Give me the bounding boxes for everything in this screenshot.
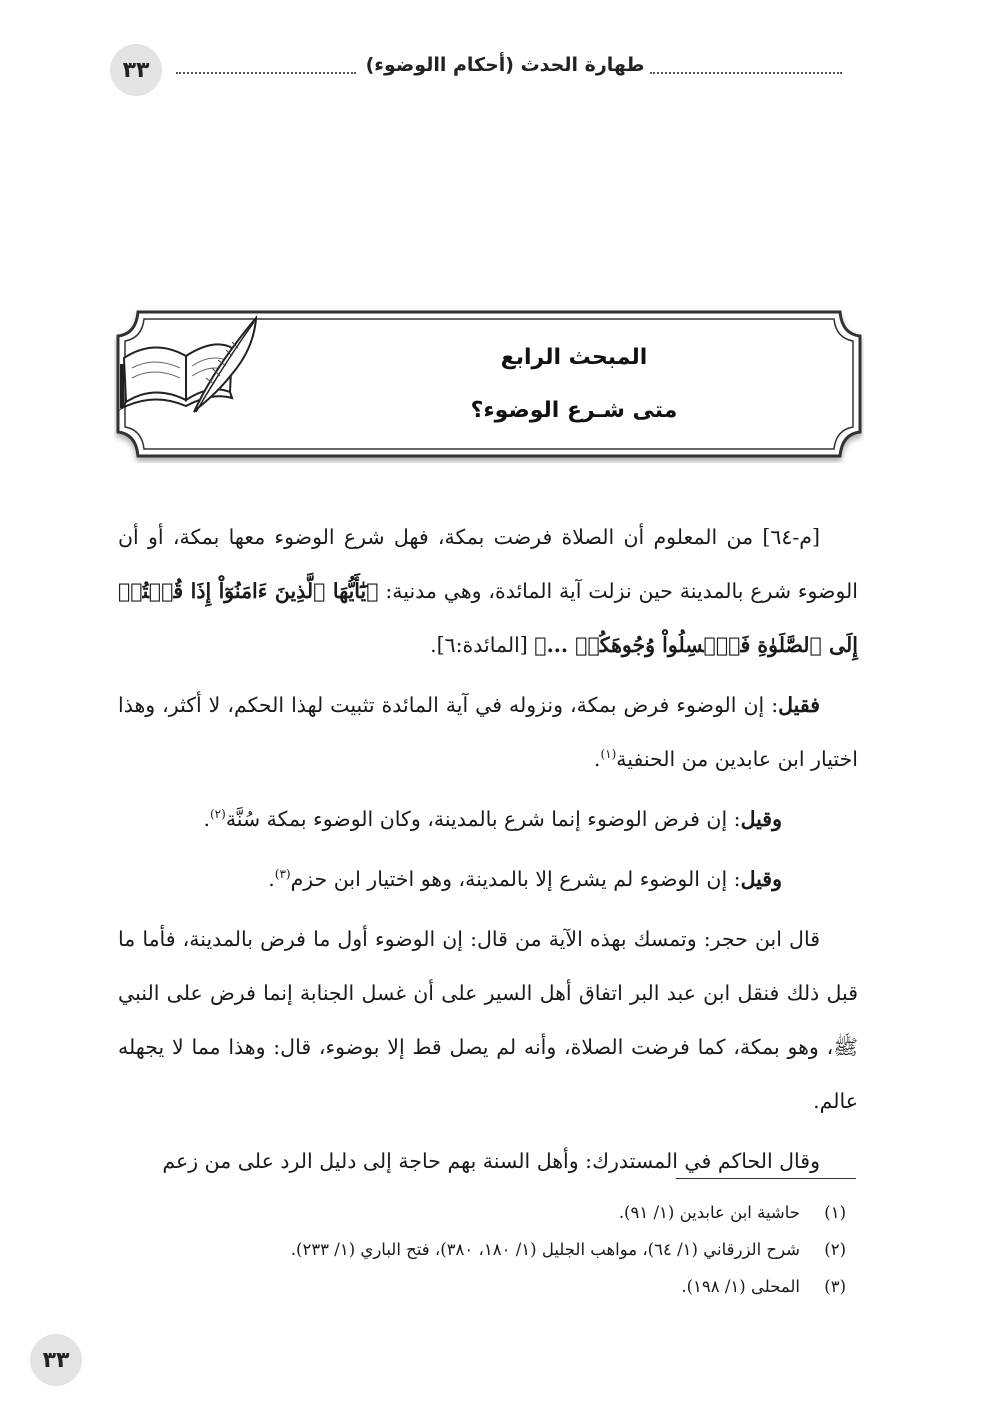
quran-verse: ﴿يَٰٓأَيُّهَا ٱلَّذِينَ ءَامَنُوٓاْ إِذَا قُمۡتُمۡ إِلَى ٱلصَّلَوٰةِ فَٱغۡسِلُواْ وُجُوهَكُمۡ ...﴾ xyxy=(118,579,858,657)
footnote-item xyxy=(118,1231,858,1268)
header-dotted-leader-right xyxy=(650,72,842,74)
header-page-number: ٣٣ xyxy=(110,44,162,96)
book-and-quill-icon xyxy=(114,308,264,418)
paragraph-marker: [م-٦٤] xyxy=(762,525,820,549)
paragraph-text: من المعلوم أن الصلاة فرضت بمكة، فهل شرع الوضوء معها بمكة، أو أن الوضوء شرع بالمدينة حين نزلت آية المائدة، وهي مدنية: xyxy=(118,525,858,603)
paragraph-text: : إن الوضوء لم يشرع إلا بالمدينة، وهو اختيار ابن حزم xyxy=(290,867,741,891)
footnote-number: (٣) xyxy=(824,1277,846,1296)
footnote-item xyxy=(118,1194,858,1231)
footer-page-number: ٣٣ xyxy=(30,1334,82,1386)
paragraph-second-opinion xyxy=(118,792,858,846)
paragraph-text: : إن فرض الوضوء إنما شرع بالمدينة، وكان الوضوء بمكة سُنَّة xyxy=(225,807,741,831)
paragraph-end: . xyxy=(593,747,601,771)
paragraph-third-opinion xyxy=(118,852,858,906)
chapter-title-frame xyxy=(114,308,864,463)
footnote-ref[interactable]: (١) xyxy=(600,747,617,762)
opinion-label: فقيل xyxy=(778,693,820,717)
footnotes xyxy=(118,1194,858,1305)
paragraph-intro xyxy=(118,510,858,672)
footnote-ref[interactable]: (٢) xyxy=(209,807,226,822)
main-body-text xyxy=(118,510,858,1194)
footnote-number: (١) xyxy=(824,1203,846,1222)
verse-reference: [المائدة:٦]. xyxy=(430,633,535,657)
chapter-subheading: متى شـرع الوضوء؟ xyxy=(470,398,678,423)
paragraph-end: . xyxy=(268,867,275,891)
paragraph-ibn-hajar-quote: قال ابن حجر: وتمسك بهذه الآية من قال: إن الوضوء أول ما فرض بالمدينة، فأما ما قبل ذلك فنقل ابن عبد البر اتفاق أهل السير على أن غسل الجنابة إنما فرض على النبي ﷺ، وهو بمكة، كما فرضت الصلاة، وأنه لم يصل قط إلا بوضوء، قال: وهذا مما لا يجهله عالم. xyxy=(118,927,858,1113)
paragraph-end: . xyxy=(203,807,210,831)
running-header-title: طهارة الحدث (أحكام االوضوء) xyxy=(365,54,645,76)
footnote-text: حاشية ابن عابدين (١/ ٩١). xyxy=(618,1203,800,1222)
footnote-ref[interactable]: (٣) xyxy=(274,867,291,882)
chapter-heading: المبحث الرابع xyxy=(500,345,648,370)
paragraph-text: : إن الوضوء فرض بمكة، ونزوله في آية المائدة تثبيت لهذا الحكم، لا أكثر، وهذا اختيار ابن عابدين من الحنفية xyxy=(118,693,858,771)
footnote-separator xyxy=(676,1178,856,1179)
footnote-text: شرح الزرقاني (١/ ٦٤)، مواهب الجليل (١/ ١٨٠، ٣٨٠)، فتح الباري (١/ ٢٣٣). xyxy=(290,1240,800,1259)
opinion-label: وقيل xyxy=(740,807,782,831)
paragraph-first-opinion xyxy=(118,678,858,786)
footnote-number: (٢) xyxy=(824,1240,846,1259)
header-dotted-leader-left xyxy=(176,72,356,74)
footnote-text: المحلى (١/ ١٩٨). xyxy=(681,1277,800,1296)
opinion-label: وقيل xyxy=(740,867,782,891)
paragraph-hakim-quote: وقال الحاكم في المستدرك: وأهل السنة بهم حاجة إلى دليل الرد على من زعم xyxy=(162,1149,820,1173)
footnote-item xyxy=(118,1268,858,1305)
